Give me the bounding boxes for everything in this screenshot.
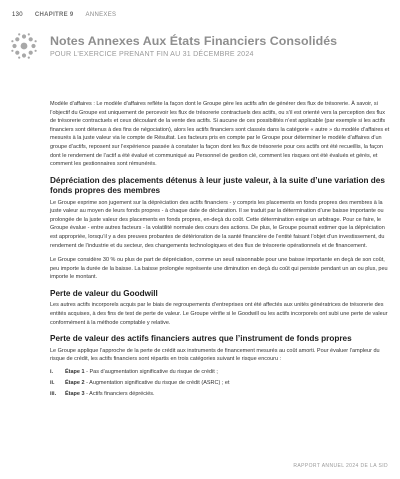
chapter-label: CHAPITRE 9: [34, 12, 74, 18]
page-number: 130: [12, 12, 23, 18]
section-label: ANNEXES: [85, 12, 117, 18]
list-item-number: i.: [50, 368, 54, 375]
page-subtitle: POUR L’EXERCICE PRENANT FIN AU 31 DÉCEMBRE 2024: [50, 50, 254, 58]
list-item-text: - Augmentation significative du risque de crédit (ASRC) ; et: [84, 379, 230, 386]
page-footer: RAPPORT ANNUEL 2024 DE LA SID: [293, 463, 388, 469]
list-item-text: - Actifs financiers dépréciés.: [84, 390, 155, 397]
list-item-text: - Pas d’augmentation significative du risque de crédit ;: [84, 368, 218, 375]
goodwill-paragraph: Les autres actifs incorporels acquis par le biais de regroupements d’entreprises ont été affectés aux unités génératrices de trésorerie des entités acquises, à des fins de test de perte de valeur. Le Groupe vérifie si le Goodwill ou les actifs incorporels ont subi une perte de valeur conformément à la méthode comptable y relative.: [50, 302, 388, 326]
depreciation-paragraph-2: Le Groupe considère 30 % ou plus de part de dépréciation, comme un seuil raisonnable pour une baisse importante en deçà de son coût, peu importe la durée de la baisse. La baisse prolongée représente une diminution en deçà du coût qui persiste pendant un an ou plus, peu importe le montant.: [50, 257, 388, 281]
depreciation-heading: Dépréciation des placements détenus à leur juste valeur, à la suite d’une variation des fonds propres des membres: [50, 175, 385, 196]
title-block: [50, 34, 390, 58]
page-header: [12, 12, 116, 18]
organization-logo-icon: [10, 32, 38, 60]
list-item: [50, 389, 390, 400]
business-model-paragraph: Modèle d’affaires : Le modèle d’affaires reflète la façon dont le Groupe gère les actifs afin de générer des flux de trésorerie. À savoir, si l’objectif du Groupe est uniquement de percevoir les flux de trésorerie contractuels des actifs, ou s’il est orienté vers la perception des flux de trésorerie contractuels et ceux découlant de la vente des actifs. Si aucune de ces possibilités n’est applicable (par exemple si les actifs financiers sont détenus à des fins de négociation), alors les actifs financiers sont classés dans la catégorie « autre » du modèle d’affaires et mesurés à la juste valeur via le compte de Résultat. Les facteurs pris en compte par le Groupe pour déterminer le modèle d’affaires d’un groupe d’actifs, reposent sur l’expérience passée à constater la façon dont les flux de trésorerie pour ces actifs ont été recueillis, la façon dont le rendement de l’actif a été évalué et communiqué au Personnel de gestion clé, comment les risques ont été évalués et gérés, et comment les gestionnaires sont rémunérés.: [50, 101, 390, 168]
risk-stages-list: [50, 367, 390, 400]
list-item: [50, 378, 390, 389]
list-item-number: iii.: [50, 390, 57, 397]
impairment-paragraph: Le Groupe applique l’approche de la perte de crédit aux instruments de financement mesurés au coût amorti. Pour évaluer l’ampleur du risque de crédit, les actifs financiers sont répartis en trois catégories suivant le risque encouru :: [50, 347, 380, 363]
depreciation-paragraph-1: Le Groupe exprime son jugement sur la dépréciation des actifs financiers - y compris les placements en fonds propres des membres à la juste valeur au moyen de leurs fonds propres - à chaque date de déclaration. Il se traduit par la détermination d’une baisse importante ou prolongée de la juste valeur des placements en fonds propres, en-deçà du coût. Cette détermination exige un arbitrage. Pour ce faire, le Groupe évalue - entre autres facteurs - la volatilité normale des cours des actions. De plus, le Groupe pourrait estimer que la dépréciation est appropriée, lorsqu’il y a des preuves probantes de détérioration de la santé financière de l’entité faisant l’objet d’un investissement, du rendement de l’industrie et du secteur, des changements technologiques et des flux de trésorerie opérationnels et de financement.: [50, 199, 385, 249]
list-item-label: Étape 3: [65, 390, 85, 397]
main-content: [50, 100, 390, 400]
list-item-number: ii.: [50, 379, 55, 386]
list-item-label: Étape 1: [65, 368, 85, 375]
impairment-heading: Perte de valeur des actifs financiers autres que l’instrument de fonds propres: [50, 334, 352, 344]
goodwill-heading: Perte de valeur du Goodwill: [50, 288, 158, 298]
page-title: Notes Annexes Aux États Financiers Consolidés: [50, 34, 338, 48]
list-item-label: Étape 2: [65, 379, 85, 386]
list-item: [50, 367, 390, 378]
